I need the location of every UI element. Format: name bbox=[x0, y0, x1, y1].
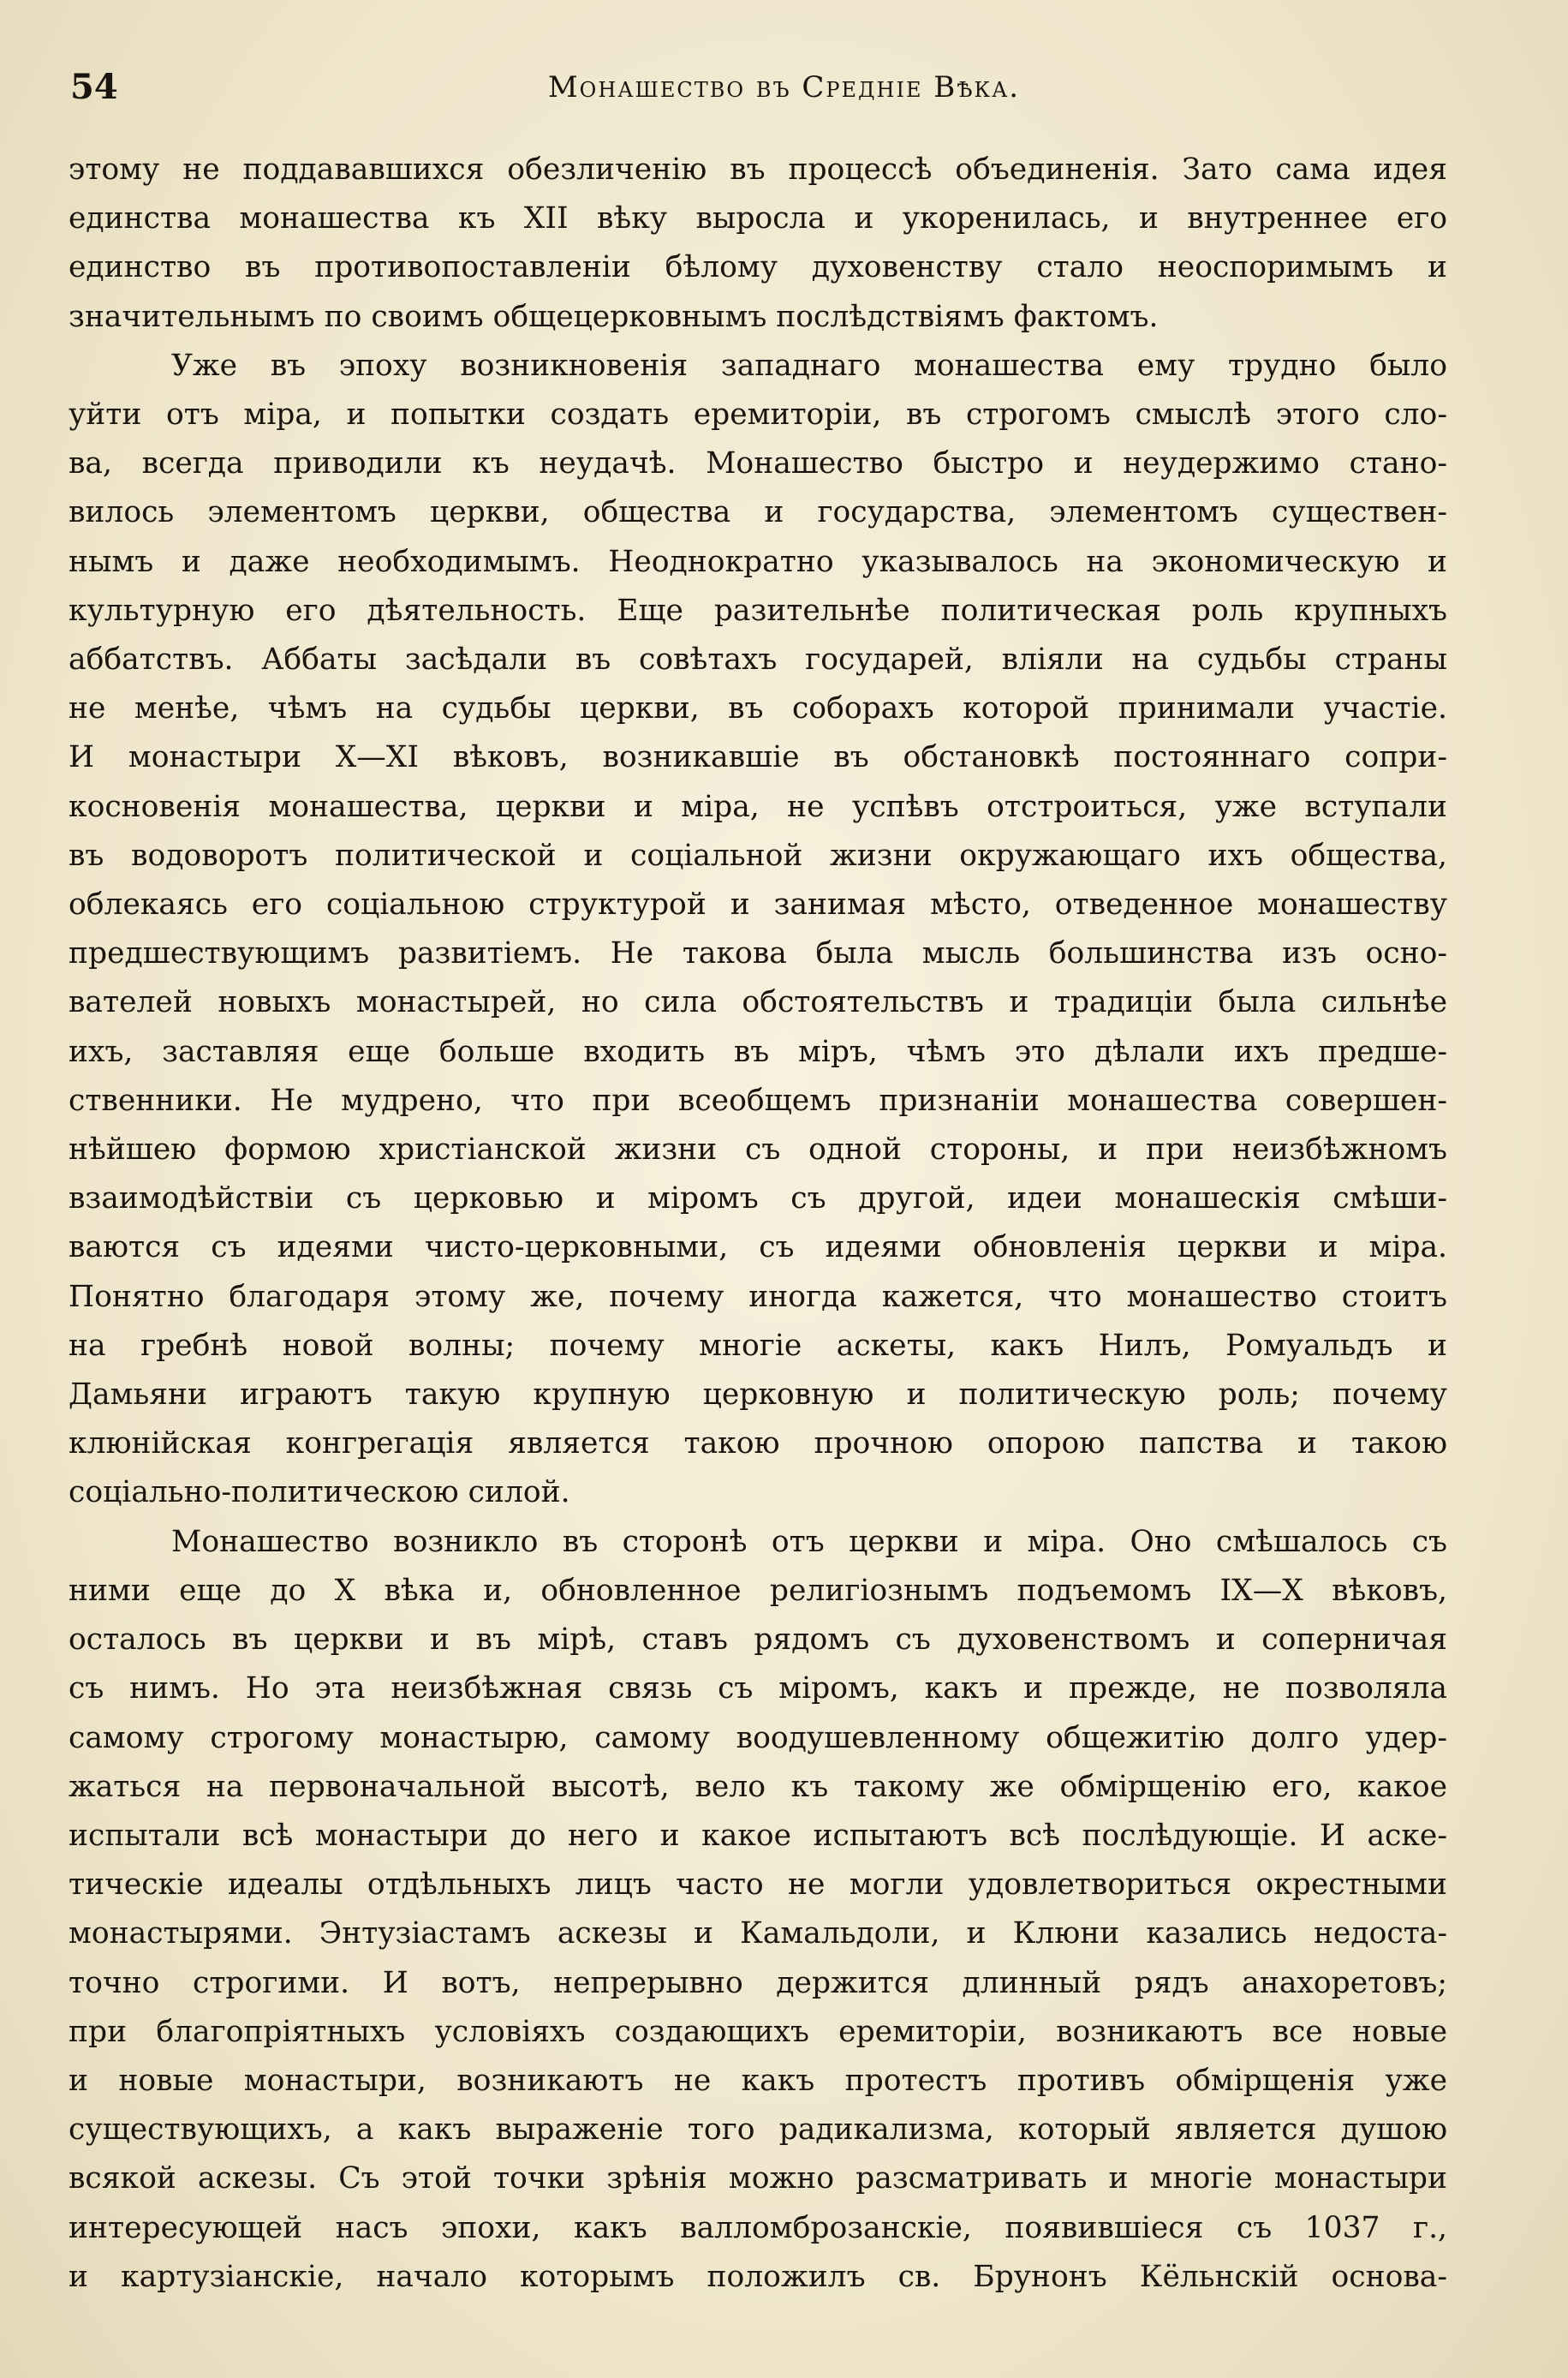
text-line: взаимодѣйствіи съ церковью и міромъ съ другой, идеи монашескія смѣши- bbox=[69, 1181, 1447, 1216]
text-line: аббатствъ. Аббаты засѣдали въ совѣтахъ государей, вліяли на судьбы страны bbox=[69, 642, 1447, 678]
text-line: ва, всегда приводили къ неудачѣ. Монашество быстро и неудержимо стано- bbox=[69, 446, 1447, 481]
text-line: тическіе идеалы отдѣльныхъ лицъ часто не могли удовлетвориться окрестными bbox=[69, 1867, 1447, 1903]
page-header bbox=[70, 62, 1498, 113]
text-line: интересующей насъ эпохи, какъ валломброзанскіе, появившіеся съ 1037 г., bbox=[69, 2210, 1447, 2245]
text-line: и новые монастыри, возникаютъ не какъ протестъ противъ обмірщенія уже bbox=[69, 2063, 1447, 2098]
text-line: единства монашества къ XII вѣку выросла и укоренилась, и внутреннее его bbox=[69, 201, 1447, 236]
text-line: Монашество возникло въ сторонѣ отъ церкви и міра. Оно смѣшалось съ bbox=[171, 1524, 1447, 1559]
paragraph-3 bbox=[69, 1518, 1447, 2302]
text-line: ваются съ идеями чисто-церковными, съ идеями обновленія церкви и міра. bbox=[69, 1230, 1447, 1265]
text-line: ихъ, заставляя еще больше входить въ міръ, чѣмъ это дѣлали ихъ предше- bbox=[69, 1034, 1447, 1069]
text-line: монастырями. Энтузіастамъ аскезы и Камальдоли, и Клюни казались недоста- bbox=[69, 1916, 1447, 1951]
text-line: единство въ противопоставленіи бѣлому духовенству стало неоспоримымъ и bbox=[69, 250, 1447, 285]
text-line: И монастыри X—XI вѣковъ, возникавшіе въ обстановкѣ постояннаго сопри- bbox=[69, 740, 1447, 775]
text-line: точно строгими. И вотъ, непрерывно держится длинный рядъ анахоретовъ; bbox=[69, 1965, 1447, 2000]
text-line: нѣйшею формою христіанской жизни съ одной стороны, и при неизбѣжномъ bbox=[69, 1132, 1447, 1168]
text-line: на гребнѣ новой волны; почему многіе аскеты, какъ Нилъ, Ромуальдъ и bbox=[69, 1328, 1447, 1363]
text-line: клюнійская конгрегація является такою прочною опорою папства и такою bbox=[69, 1426, 1447, 1461]
text-line: вилось элементомъ церкви, общества и государства, элементомъ существен- bbox=[69, 495, 1447, 530]
text-line: съ нимъ. Но эта неизбѣжная связь съ міромъ, какъ и прежде, не позволяла bbox=[69, 1671, 1447, 1706]
paragraph-1 bbox=[69, 146, 1447, 342]
text-line: Дамьяни играютъ такую крупную церковную и политическую роль; почему bbox=[69, 1377, 1447, 1413]
text-line: косновенія монашества, церкви и міра, не успѣвъ отстроиться, уже вступали bbox=[69, 789, 1447, 824]
text-line: существующихъ, а какъ выраженіе того радикализма, который является душою bbox=[69, 2112, 1447, 2148]
text-line: въ водоворотъ политической и соціальной жизни окружающаго ихъ общества, bbox=[69, 838, 1447, 873]
text-line: при благопріятныхъ условіяхъ создающихъ еремиторіи, возникаютъ все новые bbox=[69, 2014, 1447, 2049]
text-line: всякой аскезы. Съ этой точки зрѣнія можно разсматривать и многіе монастыри bbox=[69, 2161, 1447, 2196]
text-line: вателей новыхъ монастырей, но сила обстоятельствъ и традиціи была сильнѣе bbox=[69, 985, 1447, 1020]
text-line: ственники. Не мудрено, что при всеобщемъ признаніи монашества совершен- bbox=[69, 1083, 1447, 1118]
text-line: осталось въ церкви и въ мірѣ, ставъ рядомъ съ духовенствомъ и соперничая bbox=[69, 1622, 1447, 1658]
text-line: самому строгому монастырю, самому воодушевленному общежитію долго удер- bbox=[69, 1720, 1447, 1755]
text-line: Понятно благодаря этому же, почему иногда кажется, что монашество стоитъ bbox=[69, 1279, 1447, 1314]
page-number: 54 bbox=[70, 67, 118, 107]
text-line: облекаясь его соціальною структурой и занимая мѣсто, отведенное монашеству bbox=[69, 887, 1447, 923]
text-line: значительнымъ по своимъ общецерковнымъ послѣдствіямъ фактомъ. bbox=[69, 299, 1159, 334]
text-line: жаться на первоначальной высотѣ, вело къ такому же обмірщенію его, какое bbox=[69, 1769, 1447, 1804]
text-line: нымъ и даже необходимымъ. Неоднократно указывалось на экономическую и bbox=[69, 544, 1447, 579]
body-text bbox=[69, 146, 1447, 2302]
text-line: соціально-политическою силой. bbox=[69, 1475, 570, 1510]
text-line: предшествующимъ развитіемъ. Не такова была мысль большинства изъ осно- bbox=[69, 936, 1447, 971]
text-line: уйти отъ міра, и попытки создать еремиторіи, въ строгомъ смыслѣ этого сло- bbox=[69, 397, 1447, 433]
text-line: Уже въ эпоху возникновенія западнаго монашества ему трудно было bbox=[171, 348, 1447, 383]
text-line: ними еще до X вѣка и, обновленное религіознымъ подъемомъ IX—X вѣковъ, bbox=[69, 1573, 1447, 1608]
paragraph-2 bbox=[69, 342, 1447, 1518]
text-line: культурную его дѣятельность. Еще разительнѣе политическая роль крупныхъ bbox=[69, 593, 1447, 628]
text-line: не менѣе, чѣмъ на судьбы церкви, въ соборахъ которой принимали участіе. bbox=[69, 691, 1447, 726]
running-title: Монашество въ Средніе Вѣка. bbox=[547, 70, 1021, 105]
text-line: испытали всѣ монастыри до него и какое испытаютъ всѣ послѣдующіе. И аске- bbox=[69, 1818, 1447, 1853]
text-line: и картузіанскіе, начало которымъ положилъ св. Брунонъ Кёльнскій основа- bbox=[69, 2259, 1447, 2294]
text-line: этому не поддававшихся обезличенію въ процессѣ объединенія. Зато сама идея bbox=[69, 152, 1447, 187]
